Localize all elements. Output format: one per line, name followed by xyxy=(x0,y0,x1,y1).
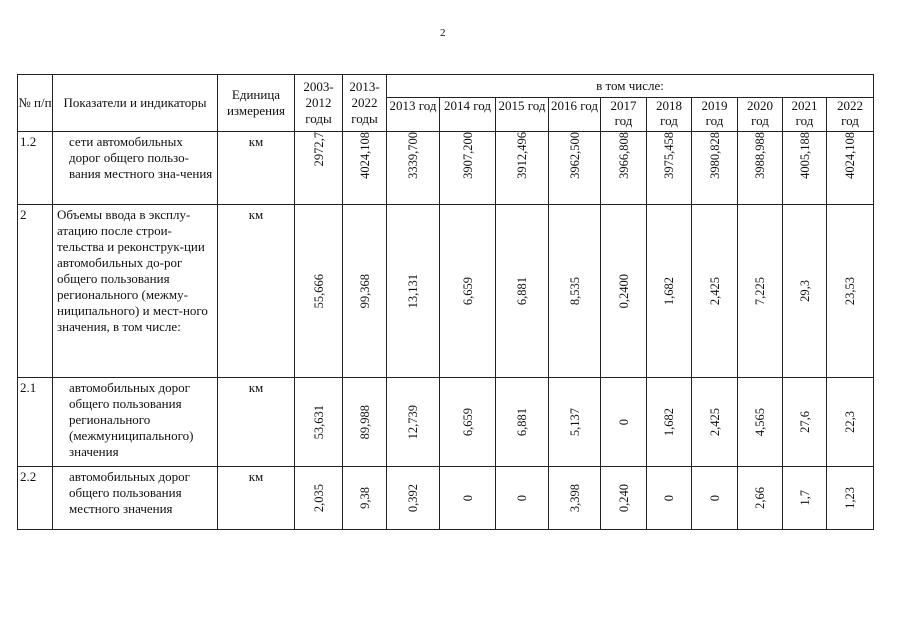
indicators-table xyxy=(17,74,874,530)
value-text: 55,666 xyxy=(311,273,326,309)
value-cell xyxy=(783,467,827,530)
value-text: 13,131 xyxy=(406,273,420,309)
col-header-unit: Единица измерения xyxy=(218,75,295,132)
value-cell xyxy=(549,132,601,205)
row-indicator: Объемы ввода в эксплу-атацию после строи-тельства и реконструк-ции автомобильных до-рог общего пользования регионального (межму-ниципального) и мест-ного значения, в том числе: xyxy=(53,205,218,378)
value-cell xyxy=(549,467,601,530)
value-text: 8,535 xyxy=(567,276,582,306)
col-header-year: 2015 год xyxy=(496,98,549,132)
col-header-year: 2021 год xyxy=(783,98,827,132)
value-text: 3980,828 xyxy=(707,132,722,179)
value-text: 6,881 xyxy=(515,276,529,306)
col-header-period-2003-2012: 2003-2012 годы xyxy=(295,75,343,132)
value-text: 0 xyxy=(662,494,676,502)
value-cell xyxy=(496,132,549,205)
value-text: 9,38 xyxy=(357,487,372,509)
value-cell xyxy=(496,378,549,467)
col-header-year: 2016 год xyxy=(549,98,601,132)
value-cell xyxy=(738,205,783,378)
value-cell xyxy=(549,205,601,378)
row-indicator: автомобильных дорог общего пользования регионального (межмуниципального) значения xyxy=(53,378,218,467)
page-number: 2 xyxy=(440,27,446,39)
table-row xyxy=(18,205,874,378)
value-cell xyxy=(295,467,343,530)
value-text: 3975,458 xyxy=(662,132,676,179)
col-header-year: 2018 год xyxy=(647,98,692,132)
value-cell xyxy=(783,132,827,205)
value-cell xyxy=(738,132,783,205)
value-cell xyxy=(738,467,783,530)
value-text: 0 xyxy=(515,494,529,502)
value-cell xyxy=(827,467,874,530)
value-text: 0 xyxy=(460,494,475,502)
value-cell xyxy=(440,467,496,530)
header-row-top xyxy=(18,75,874,98)
value-cell xyxy=(601,205,647,378)
table-row xyxy=(18,467,874,530)
value-cell xyxy=(387,467,440,530)
value-cell xyxy=(738,378,783,467)
value-text: 3966,808 xyxy=(616,132,631,179)
value-text: 0,240 xyxy=(616,483,631,513)
value-text: 22,3 xyxy=(843,411,857,433)
value-text: 2,035 xyxy=(311,483,326,513)
value-cell xyxy=(440,205,496,378)
value-cell xyxy=(496,205,549,378)
value-cell xyxy=(343,132,387,205)
value-text: 1,682 xyxy=(662,407,676,437)
value-cell xyxy=(496,467,549,530)
row-number: 1.2 xyxy=(18,132,53,205)
value-cell xyxy=(783,378,827,467)
row-number: 2.2 xyxy=(18,467,53,530)
table-row xyxy=(18,132,874,205)
col-header-indicators: Показатели и индикаторы xyxy=(53,75,218,132)
row-unit: км xyxy=(218,205,295,378)
col-header-year: 2020 год xyxy=(738,98,783,132)
value-cell xyxy=(601,132,647,205)
value-cell xyxy=(343,467,387,530)
value-cell xyxy=(692,205,738,378)
value-cell xyxy=(549,378,601,467)
value-cell xyxy=(692,132,738,205)
value-cell xyxy=(295,205,343,378)
value-text: 23,53 xyxy=(843,276,857,306)
value-text: 0 xyxy=(616,418,631,426)
col-header-including: в том числе: xyxy=(387,75,874,98)
value-cell xyxy=(387,205,440,378)
value-text: 29,3 xyxy=(797,280,812,302)
value-text: 1,7 xyxy=(797,490,812,506)
value-text: 3988,988 xyxy=(753,132,767,179)
value-text: 3912,496 xyxy=(515,132,529,179)
value-cell xyxy=(601,378,647,467)
value-text: 89,988 xyxy=(357,404,372,440)
value-cell xyxy=(601,467,647,530)
value-cell xyxy=(827,378,874,467)
value-cell xyxy=(647,467,692,530)
value-text: 4005,188 xyxy=(797,132,812,179)
value-text: 6,881 xyxy=(515,407,529,437)
value-text: 3339,700 xyxy=(406,132,420,179)
row-unit: км xyxy=(218,132,295,205)
value-text: 53,631 xyxy=(311,404,326,440)
value-text: 3,398 xyxy=(567,483,582,513)
row-number: 2 xyxy=(18,205,53,378)
value-text: 0,392 xyxy=(406,483,420,513)
value-cell xyxy=(647,378,692,467)
value-text: 6,659 xyxy=(460,276,475,306)
value-text: 7,225 xyxy=(753,276,767,306)
value-text: 3907,200 xyxy=(460,132,475,179)
value-cell xyxy=(783,205,827,378)
value-text: 4,565 xyxy=(753,407,767,437)
row-indicator: автомобильных дорог общего пользования местного значения xyxy=(53,467,218,530)
col-header-period-2013-2022: 2013-2022 годы xyxy=(343,75,387,132)
value-text: 4024,108 xyxy=(843,132,857,179)
col-header-year: 2017 год xyxy=(601,98,647,132)
value-cell xyxy=(343,378,387,467)
value-cell xyxy=(647,132,692,205)
value-cell xyxy=(827,132,874,205)
value-cell xyxy=(827,205,874,378)
col-header-num: № п/п xyxy=(18,75,53,132)
value-text: 4024,108 xyxy=(357,132,372,179)
value-cell xyxy=(387,378,440,467)
value-text: 2,425 xyxy=(707,276,722,306)
row-unit: км xyxy=(218,378,295,467)
value-cell xyxy=(343,205,387,378)
row-indicator: сети автомобильных дорог общего пользо-вания местного зна-чения xyxy=(53,132,218,205)
value-cell xyxy=(440,132,496,205)
row-unit: км xyxy=(218,467,295,530)
value-text: 2,66 xyxy=(753,487,767,509)
value-text: 5,137 xyxy=(567,407,582,437)
value-text: 6,659 xyxy=(460,407,475,437)
value-text: 99,368 xyxy=(357,273,372,309)
value-text: 0,2400 xyxy=(616,273,631,309)
value-text: 1,23 xyxy=(843,487,857,509)
col-header-year: 2014 год xyxy=(440,98,496,132)
row-number: 2.1 xyxy=(18,378,53,467)
value-cell xyxy=(692,467,738,530)
value-text: 27,6 xyxy=(797,411,812,433)
value-cell xyxy=(440,378,496,467)
value-text: 1,682 xyxy=(662,276,676,306)
value-cell xyxy=(692,378,738,467)
value-cell xyxy=(387,132,440,205)
value-text: 2972,7 xyxy=(311,132,326,167)
table-row xyxy=(18,378,874,467)
value-text: 2,425 xyxy=(707,407,722,437)
value-cell xyxy=(647,205,692,378)
value-cell xyxy=(295,132,343,205)
col-header-year: 2019 год xyxy=(692,98,738,132)
value-text: 3962,500 xyxy=(567,132,582,179)
value-text: 12,739 xyxy=(406,404,420,440)
value-cell xyxy=(295,378,343,467)
col-header-year: 2022 год xyxy=(827,98,874,132)
col-header-year: 2013 год xyxy=(387,98,440,132)
value-text: 0 xyxy=(707,494,722,502)
